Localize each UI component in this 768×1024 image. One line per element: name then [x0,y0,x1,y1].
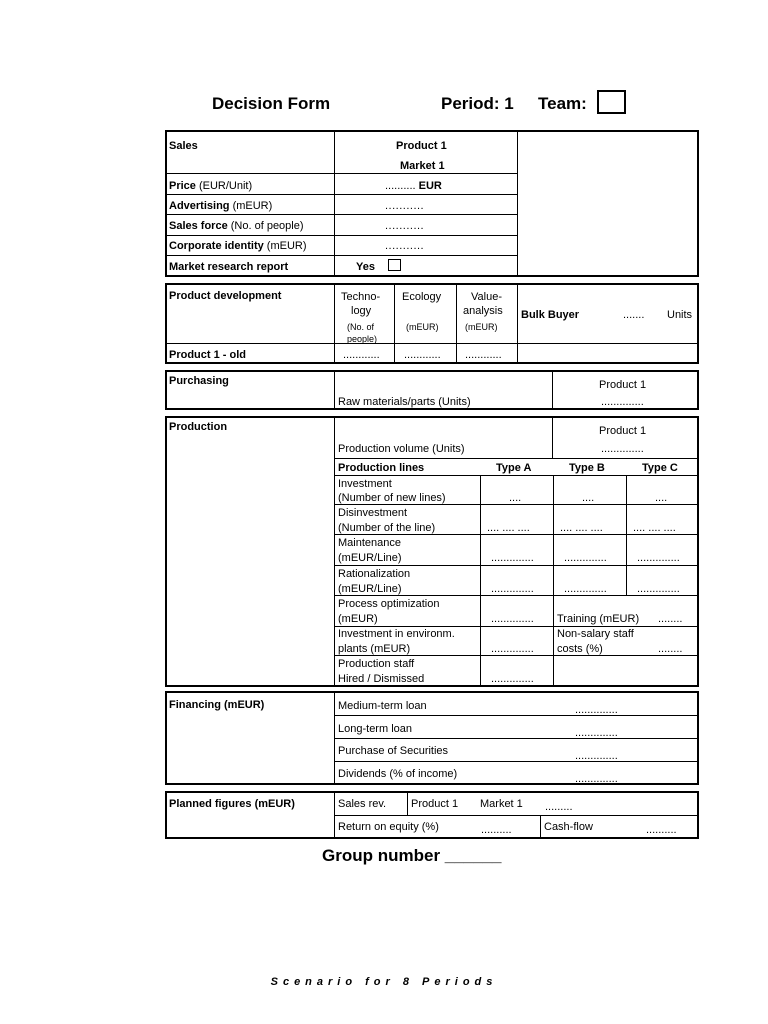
maintenance-type-a[interactable]: .............. [491,552,534,564]
sales-section [165,130,699,277]
market-research-checkbox[interactable] [388,259,401,271]
environment-plants-field[interactable]: .............. [491,643,534,655]
maintenance-type-c[interactable]: .............. [637,552,680,564]
advertising-field[interactable]: ........... [385,200,425,212]
disinvestment-sublabel: (Number of the line) [338,522,436,534]
ecology-unit: (mEUR) [406,322,439,332]
investment-type-a[interactable]: .... [509,492,522,504]
value-analysis-header: Value- [471,291,502,303]
bulk-buyer-field[interactable]: ....... [623,309,645,321]
process-optimization-label: Process optimization [338,598,440,610]
sales-label: Sales [169,140,198,152]
production-section [165,416,699,687]
type-c-header: Type C [642,462,678,474]
value-analysis-header-2: analysis [463,305,503,317]
corporate-identity-label: Corporate identity (mEUR) [169,240,307,252]
maintenance-label: Maintenance [338,537,401,549]
price-label: Price (EUR/Unit) [169,180,253,192]
type-a-header: Type A [496,462,532,474]
technology-unit: (No. of [347,322,375,332]
raw-materials-label: Raw materials/parts (Units) [338,396,471,408]
group-number: Group number ______ [322,846,502,865]
rationalization-label: Rationalization [338,568,411,580]
disinvestment-type-c[interactable]: .... .... .... [633,522,676,534]
training-field[interactable]: ........ [658,613,683,625]
technology-header-2: logy [351,305,372,317]
price-field[interactable]: .......... EUR [385,180,442,192]
maintenance-sublabel: (mEUR/Line) [338,552,402,564]
product-development-section [165,283,699,364]
securities-label: Purchase of Securities [338,745,449,757]
long-term-loan-field[interactable]: .............. [575,727,618,739]
process-optimization-sublabel: (mEUR) [338,613,378,625]
non-salary-costs-sublabel: costs (%) [557,643,603,655]
rationalization-sublabel: (mEUR/Line) [338,583,402,595]
medium-term-loan-label: Medium-term loan [338,700,427,712]
type-b-header: Type B [569,462,605,474]
page-footer: Scenario for 8 Periods [270,976,498,988]
dividends-field[interactable]: .............. [575,773,618,785]
raw-materials-field[interactable]: .............. [601,396,644,408]
team-input-box[interactable] [597,90,626,114]
financing-label: Financing (mEUR) [169,699,265,711]
corporate-identity-field[interactable]: ........... [385,240,425,252]
training-label: Training (mEUR) [557,613,640,625]
production-staff-label: Production staff [338,658,415,670]
sales-rev-label: Sales rev. [338,798,387,810]
dividends-label: Dividends (% of income) [338,768,458,780]
team-label: Team: [538,94,587,113]
technology-unit-2: people) [347,334,378,344]
product-development-label: Product development [169,290,282,302]
investment-label: Investment [338,478,392,490]
purchasing-product: Product 1 [599,379,647,391]
investment-type-c[interactable]: .... [655,492,668,504]
bulk-buyer-label: Bulk Buyer [521,309,580,321]
financing-section [165,691,699,785]
production-volume-field[interactable]: .............. [601,443,644,455]
production-product: Product 1 [599,425,647,437]
ecology-field[interactable]: ............ [404,349,441,361]
form-title: Decision Form [212,94,331,113]
investment-type-b[interactable]: .... [582,492,595,504]
planned-market: Market 1 [480,798,523,810]
salesforce-label: Sales force (No. of people) [169,220,304,232]
rationalization-type-a[interactable]: .............. [491,583,534,595]
market-research-label: Market research report [169,261,289,273]
disinvestment-label: Disinvestment [338,507,408,519]
disinvestment-type-a[interactable]: .... .... .... [487,522,530,534]
period-label: Period: 1 [441,94,514,113]
planned-figures-label: Planned figures (mEUR) [169,798,295,810]
purchasing-section [165,370,699,410]
purchasing-label: Purchasing [169,375,229,387]
production-label: Production [169,421,228,433]
roe-field[interactable]: .......... [481,824,512,836]
planned-product: Product 1 [411,798,459,810]
roe-label: Return on equity (%) [338,821,439,833]
production-staff-sublabel: Hired / Dismissed [338,673,425,685]
market-research-yes: Yes [356,261,375,273]
cashflow-field[interactable]: .......... [646,824,677,836]
investment-sublabel: (Number of new lines) [338,492,446,504]
sales-rev-field[interactable]: ......... [545,801,573,813]
non-salary-costs-field[interactable]: ........ [658,643,683,655]
non-salary-costs-label: Non-salary staff [557,628,634,640]
salesforce-field[interactable]: ........... [385,220,425,232]
medium-term-loan-field[interactable]: .............. [575,704,618,716]
production-lines-header: Production lines [338,462,425,474]
long-term-loan-label: Long-term loan [338,723,412,735]
disinvestment-type-b[interactable]: .... .... .... [560,522,603,534]
technology-field[interactable]: ............ [343,349,380,361]
production-volume-label: Production volume (Units) [338,443,465,455]
securities-field[interactable]: .............. [575,750,618,762]
product-old-label: Product 1 - old [169,349,246,361]
environment-plants-sublabel: plants (mEUR) [338,643,411,655]
sales-market: Market 1 [400,160,445,172]
maintenance-type-b[interactable]: .............. [564,552,607,564]
value-analysis-unit: (mEUR) [465,322,498,332]
rationalization-type-b[interactable]: .............. [564,583,607,595]
production-staff-field[interactable]: .............. [491,673,534,685]
sales-product: Product 1 [396,140,447,152]
advertising-label: Advertising (mEUR) [169,200,273,212]
bulk-buyer-unit: Units [667,309,693,321]
value-analysis-field[interactable]: ............ [465,349,502,361]
ecology-header: Ecology [402,291,442,303]
process-optimization-field[interactable]: .............. [491,613,534,625]
planned-figures-section [165,791,699,839]
cashflow-label: Cash-flow [544,821,593,833]
technology-header: Techno- [341,291,381,303]
environment-plants-label: Investment in environm. [338,628,455,640]
rationalization-type-c[interactable]: .............. [637,583,680,595]
